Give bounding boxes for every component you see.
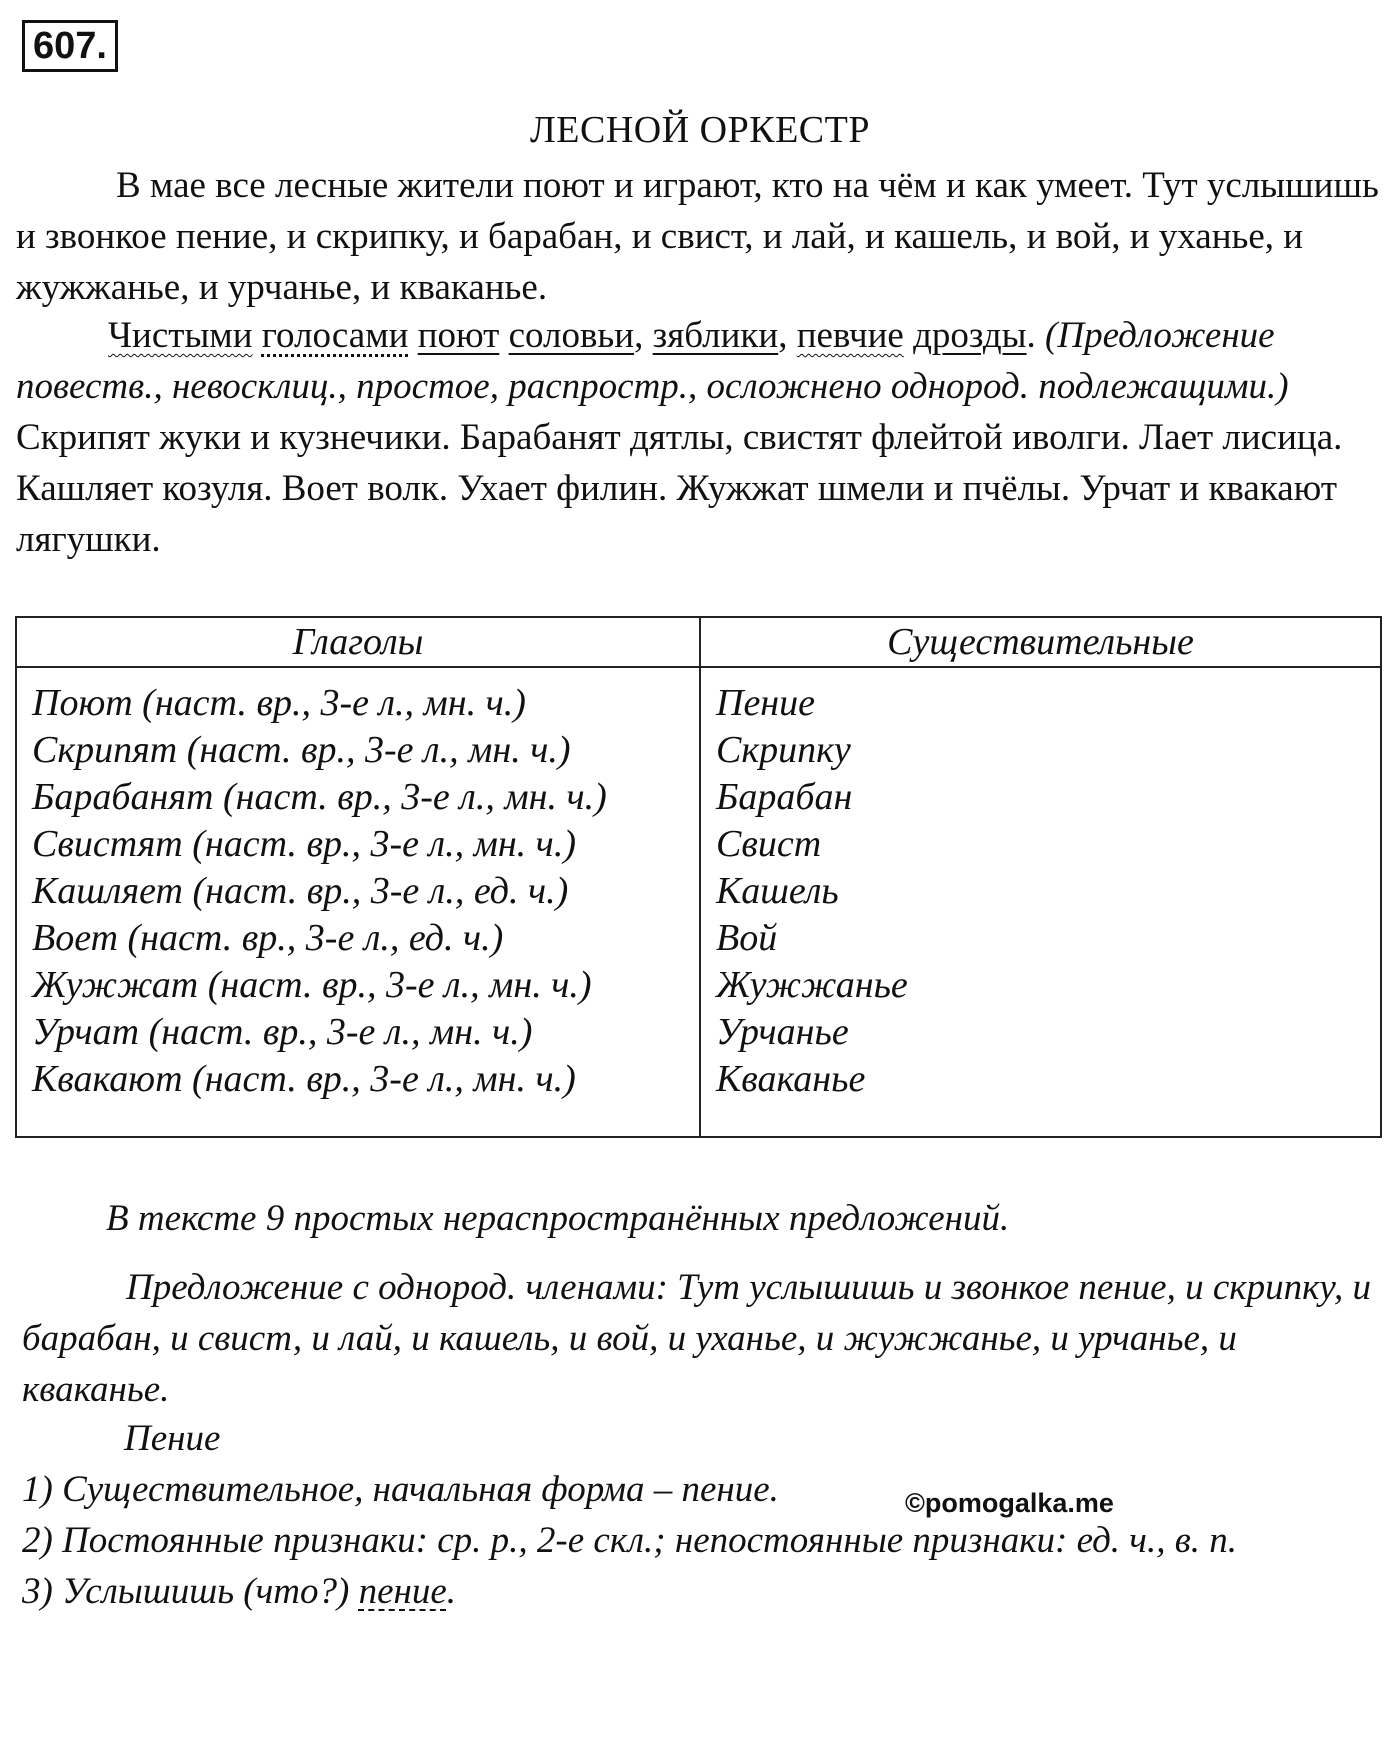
word-object-golosami: голосами <box>261 315 409 356</box>
noun-item: Свист <box>716 823 822 865</box>
verb-item: Кашляет (наст. вр., 3-е л., ед. ч.) <box>32 870 569 912</box>
noun-item: Урчанье <box>716 1011 849 1053</box>
verb-item: Урчат (наст. вр., 3-е л., мн. ч.) <box>32 1011 533 1053</box>
verb-item: Поют (наст. вр., 3-е л., мн. ч.) <box>32 682 526 724</box>
verb-item: Жужжат (наст. вр., 3-е л., мн. ч.) <box>32 964 592 1006</box>
word-adjective-pevchie: певчие <box>796 315 904 356</box>
verb-item: Скрипят (наст. вр., 3-е л., мн. ч.) <box>32 729 571 771</box>
noun-item: Кваканье <box>716 1058 866 1100</box>
homogeneous-members-note: Предложение с однород. членами: Тут услышишь и звонкое пение, и скрипку, и барабан, и свист, и лай, и кашель, и вой, и уханье, и жужжанье, и урчанье, и кваканье. <box>22 1267 1371 1410</box>
noun-item: Барабан <box>716 776 853 818</box>
sentence-count-note: В тексте 9 простых нераспространённых предложений. <box>106 1198 1010 1239</box>
word-subject-zyabliki: зяблики <box>652 315 779 356</box>
parse-step-1: 1) Существительное, начальная форма – пение. <box>22 1469 779 1510</box>
word-subject-solovyi: соловьи <box>508 315 635 356</box>
parse-step-3-end: . <box>446 1571 457 1612</box>
parse-step-3 <box>22 1566 456 1617</box>
table-body-row <box>16 667 1381 1137</box>
noun-item: Вой <box>716 917 778 959</box>
parsed-word: Пение <box>124 1418 221 1459</box>
word-subject-drozdy: дрозды <box>913 315 1027 356</box>
nouns-column <box>700 667 1381 1137</box>
header-nouns: Существительные <box>700 617 1381 667</box>
noun-item: Жужжанье <box>716 964 908 1006</box>
paragraph-2-rest: Скрипят жуки и кузнечики. Барабанят дятлы, свистят флейтой иволги. Лает лисица. Кашляет козуля. Воет волк. Ухает филин. Жужжат шмели и пчёлы. Урчат и квакают лягушки. <box>16 417 1343 560</box>
header-verbs: Глаголы <box>16 617 700 667</box>
exercise-number: 607. <box>22 20 118 72</box>
verb-item: Свистят (наст. вр., 3-е л., мн. ч.) <box>32 823 576 865</box>
verb-item: Барабанят (наст. вр., 3-е л., мн. ч.) <box>32 776 607 818</box>
verb-item: Квакают (наст. вр., 3-е л., мн. ч.) <box>32 1058 576 1100</box>
verbs-column <box>16 667 700 1137</box>
word-adjective-chistymi: Чистыми <box>108 315 253 356</box>
table-header-row <box>16 617 1381 667</box>
parts-of-speech-table <box>15 616 1382 1138</box>
parse-step-2: 2) Постоянные признаки: ср. р., 2-е скл.; непостоянные признаки: ед. ч., в. п. <box>22 1520 1238 1561</box>
noun-item: Пение <box>716 682 816 724</box>
parse-step-3-prefix: 3) Услышишь (что?) <box>22 1571 359 1612</box>
text-title: ЛЕСНОЙ ОРКЕСТР <box>530 109 870 151</box>
word-predicate-poyut: поют <box>417 315 500 356</box>
noun-item: Скрипку <box>716 729 851 771</box>
punct-period: . <box>1026 315 1036 356</box>
paragraph-2 <box>16 310 1396 565</box>
parse-step-3-word: пение <box>358 1571 447 1612</box>
verb-item: Воет (наст. вр., 3-е л., ед. ч.) <box>32 917 504 959</box>
punct-comma: , <box>634 315 653 356</box>
punct-comma: , <box>778 315 797 356</box>
watermark: ©pomogalka.me <box>905 1488 1114 1518</box>
sentence-analysis-note: (Предложение повеств., невосклиц., простое, распростр., осложнено однород. подлежащими.) <box>16 315 1289 407</box>
noun-item: Кашель <box>716 870 839 912</box>
paragraph-1: В мае все лесные жители поют и играют, кто на чём и как умеет. Тут услышишь и звонкое пение, и скрипку, и барабан, и свист, и лай, и кашель, и вой, и уханье, и жужжанье, и урчанье, и кваканье. <box>16 165 1379 308</box>
